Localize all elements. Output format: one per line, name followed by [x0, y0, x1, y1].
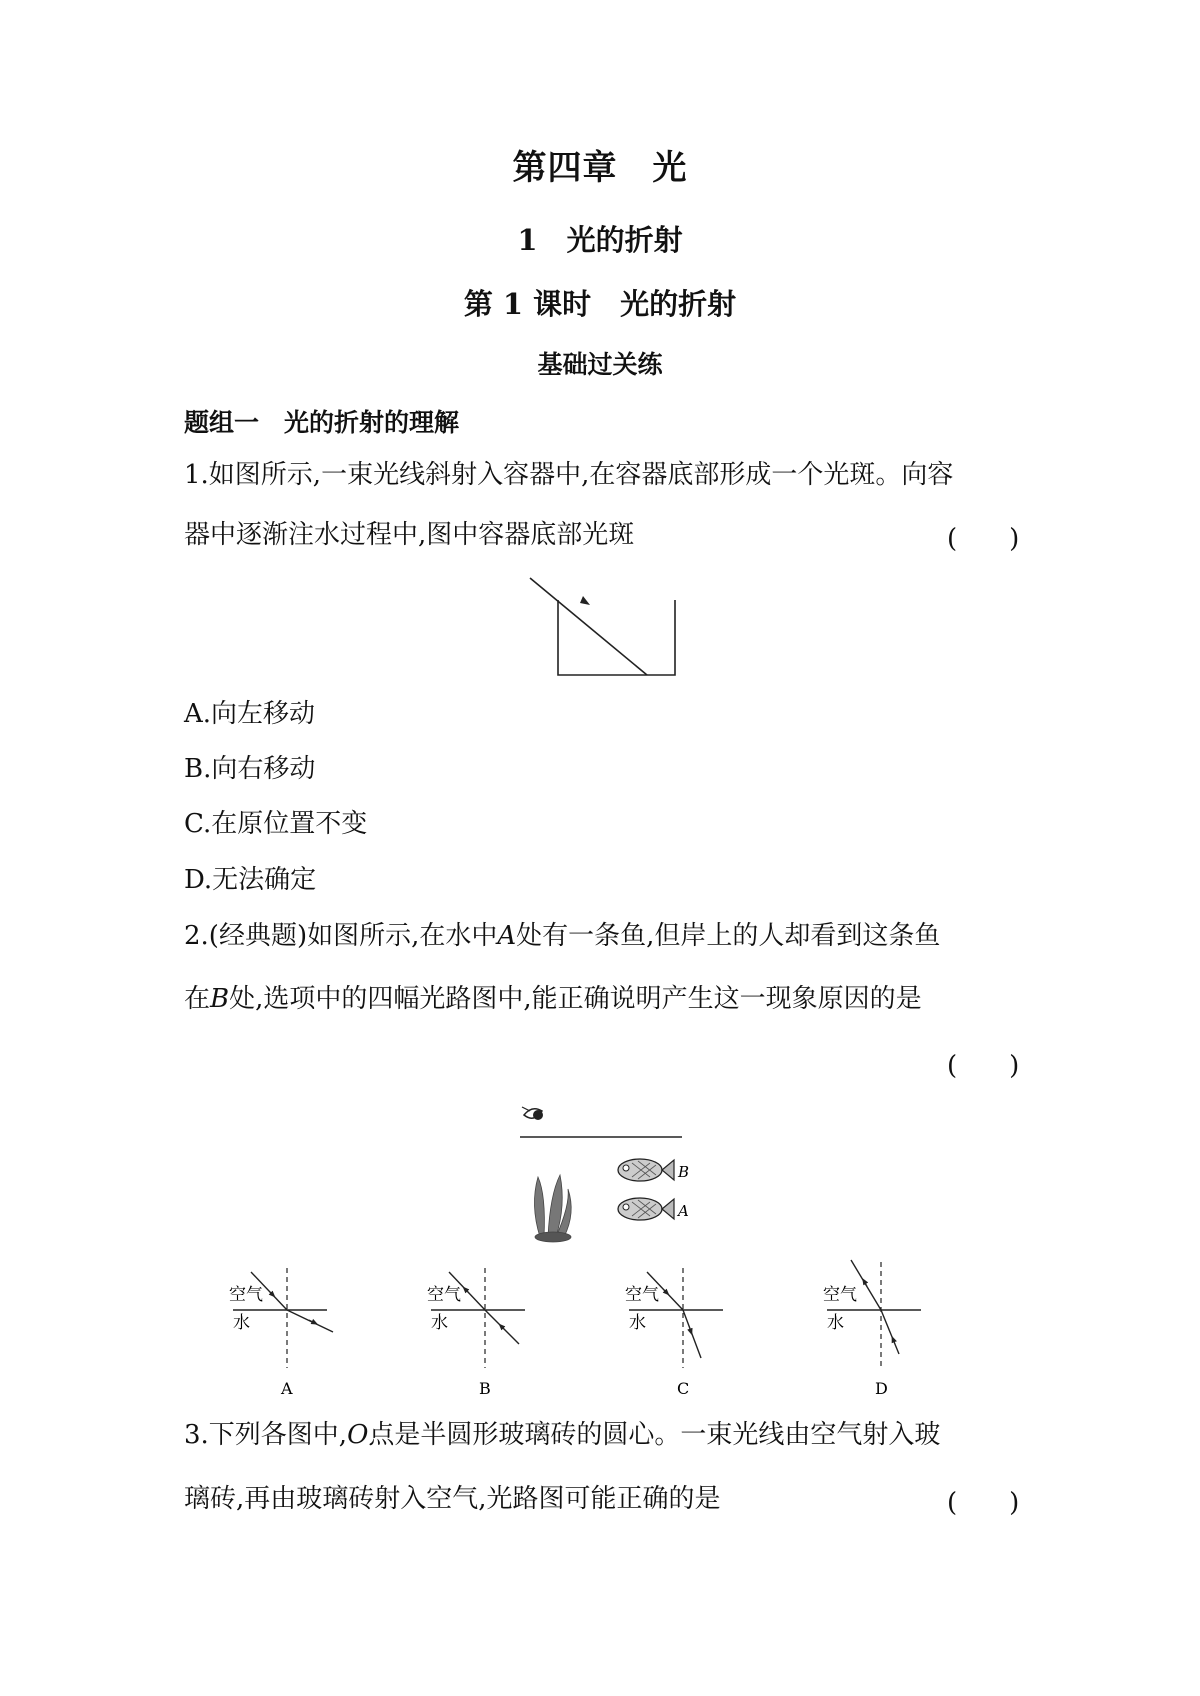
diagram-a-water-label: 水 [233, 1313, 250, 1333]
q1-option-c: C.在原位置不变 [184, 809, 368, 839]
lesson-title: 第 1 课时 光的折射 [463, 287, 737, 321]
q2-text-line1: 2.(经典题)如图所示,在水中A处有一条鱼,但岸上的人却看到这条鱼 [184, 921, 941, 951]
diagram-c-air-label: 空气 [625, 1285, 659, 1305]
diagram-b [427, 1268, 525, 1398]
section-title: 1 光的折射 [517, 223, 683, 257]
q3-answer-blank: ( ) [947, 1488, 1020, 1518]
q1-option-d: D.无法确定 [184, 865, 317, 895]
eye-icon [522, 1107, 543, 1120]
container-outline [558, 600, 675, 675]
q2-option-diagrams [225, 1258, 1005, 1398]
diagram-d-air-label: 空气 [823, 1285, 857, 1305]
diagram-a-air-label: 空气 [229, 1285, 263, 1305]
fish-b-icon [618, 1159, 674, 1181]
diagram-a [229, 1268, 333, 1398]
diagram-c-label: C [677, 1379, 690, 1398]
diagram-b-water-label: 水 [431, 1313, 448, 1333]
diagram-c-water-label: 水 [629, 1313, 646, 1333]
q1-answer-blank: ( ) [947, 524, 1020, 554]
ray-arrow-icon [580, 596, 590, 605]
q1-container-diagram [520, 570, 680, 680]
practice-heading: 基础过关练 [537, 350, 663, 379]
chapter-title: 第四章 光 [512, 148, 688, 188]
diagram-a-label: A [281, 1379, 293, 1398]
diagram-d [823, 1260, 921, 1398]
q1-option-a: A.向左移动 [184, 699, 316, 729]
q1-option-b: B.向右移动 [184, 754, 316, 784]
fish-a-icon [618, 1198, 674, 1220]
q1-text-line1: 1.如图所示,一束光线斜射入容器中,在容器底部形成一个光斑。向容 [184, 460, 954, 490]
q1-text-line2: 器中逐渐注水过程中,图中容器底部光斑 [184, 520, 635, 550]
light-ray [530, 578, 647, 675]
seaweed-icon [534, 1175, 571, 1242]
q2-text-line2: 在B处,选项中的四幅光路图中,能正确说明产生这一现象原因的是 [184, 984, 922, 1014]
q2-fish-scene [510, 1095, 730, 1245]
diagram-b-air-label: 空气 [427, 1285, 461, 1305]
group-title: 题组一 光的折射的理解 [184, 408, 460, 437]
fish-a-label: A [678, 1202, 689, 1220]
diagram-c [625, 1268, 723, 1398]
diagram-b-label: B [479, 1379, 491, 1398]
fish-b-label: B [678, 1163, 690, 1181]
q3-text-line2: 璃砖,再由玻璃砖射入空气,光路图可能正确的是 [184, 1484, 721, 1514]
q2-answer-blank: ( ) [947, 1051, 1020, 1081]
q3-text-line1: 3.下列各图中,O点是半圆形玻璃砖的圆心。一束光线由空气射入玻 [184, 1420, 941, 1450]
diagram-d-water-label: 水 [827, 1313, 844, 1333]
diagram-d-label: D [875, 1379, 888, 1398]
